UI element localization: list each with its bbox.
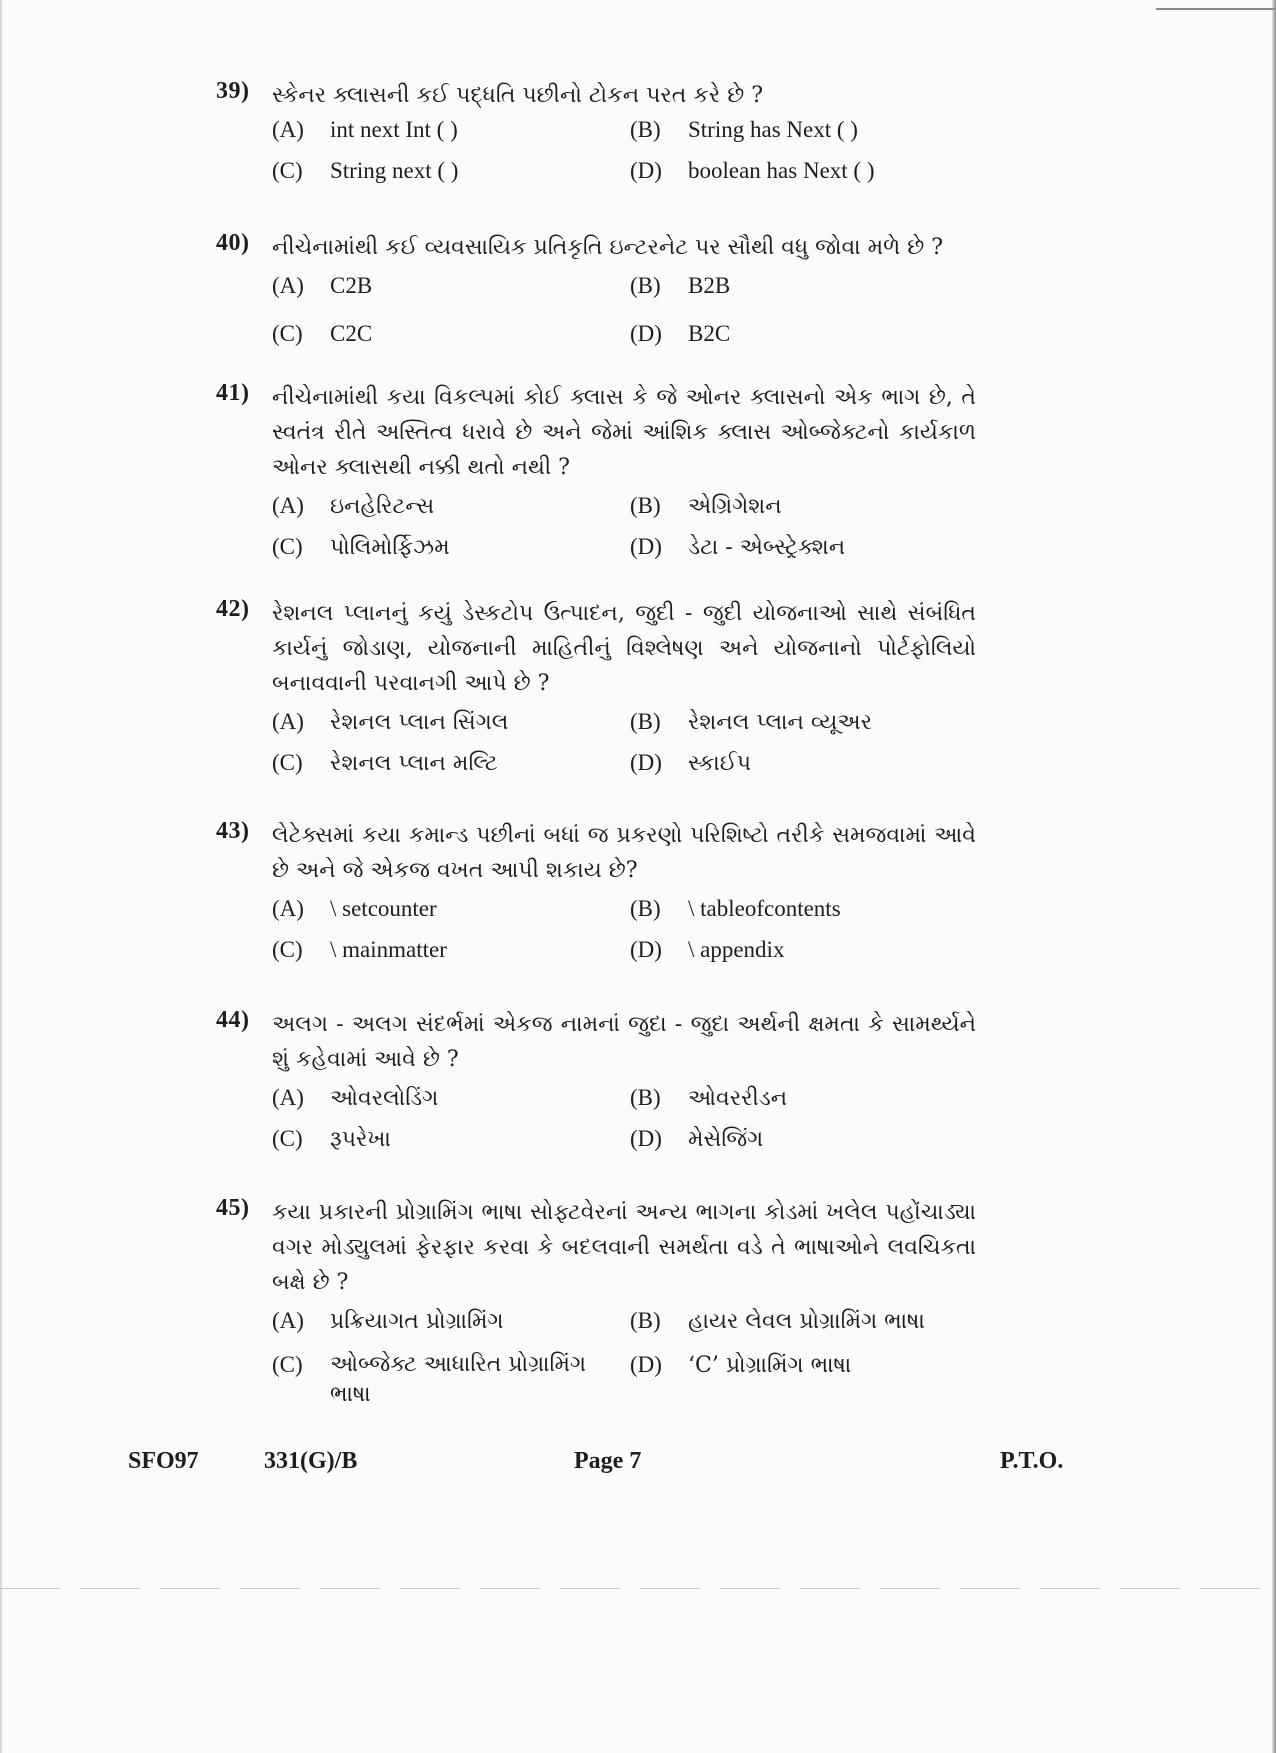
option-row xyxy=(272,115,976,156)
option-row xyxy=(272,894,976,935)
options xyxy=(272,115,976,197)
question-44 xyxy=(216,1007,976,1165)
top-rule xyxy=(1156,8,1276,10)
option-d: (D) ‘C’ પ્રોગ્રામિંગ ભાષા xyxy=(630,1352,852,1378)
option-row xyxy=(272,156,976,197)
option-c: (C) રેશનલ પ્લાન મલ્ટિ xyxy=(272,750,498,776)
option-row xyxy=(272,748,976,789)
option-row xyxy=(272,319,976,360)
footer-code: SFO97 xyxy=(128,1448,199,1474)
option-b: (B) ઓવરરીડન xyxy=(630,1085,788,1111)
option-d: (D) મેસેજિંગ xyxy=(630,1126,764,1152)
option-row xyxy=(272,1083,976,1124)
option-c: (C) String next ( ) xyxy=(272,158,459,183)
question-number: 39) xyxy=(216,78,250,104)
option-a: (A) \ setcounter xyxy=(272,896,437,921)
footer-pto: P.T.O. xyxy=(1000,1448,1064,1474)
options xyxy=(272,491,976,573)
option-b: (B) રેશનલ પ્લાન વ્યૂઅર xyxy=(630,709,872,735)
bottom-rule xyxy=(0,1588,1276,1589)
option-row xyxy=(272,532,976,573)
question-number: 42) xyxy=(216,596,250,622)
question-number: 45) xyxy=(216,1195,250,1221)
option-c: (C) \ mainmatter xyxy=(272,937,447,962)
options xyxy=(272,271,976,360)
question-40 xyxy=(216,230,976,360)
option-d: (D) boolean has Next ( ) xyxy=(630,158,875,183)
options xyxy=(272,1306,976,1422)
option-d: (D) ડેટા - એબ્સ્ટ્રેક્શન xyxy=(630,534,846,560)
question-text: સ્કેનર ક્લાસની કઈ પદ્ધતિ પછીનો ટોકન પરત કરે છે ? xyxy=(272,83,763,108)
option-b: (B) હાયર લેવલ પ્રોગ્રામિંગ ભાષા xyxy=(630,1308,925,1334)
page-edge-right xyxy=(1272,0,1276,1753)
question-number: 44) xyxy=(216,1007,250,1033)
option-row xyxy=(272,1306,976,1350)
option-c: (C) પોલિમોર્ફિઝમ xyxy=(272,534,450,560)
option-row xyxy=(272,1350,976,1422)
option-c: (C) રૂપરેખા xyxy=(272,1126,391,1152)
question-41 xyxy=(216,380,976,573)
options xyxy=(272,707,976,789)
question-text: અલગ - અલગ સંદર્ભમાં એકજ નામનાં જુદા - જુદા અર્થની ક્ષમતા કે સામર્થ્યને શું કહેવામાં આવે છે ? xyxy=(272,1012,976,1072)
footer-page-number: Page 7 xyxy=(574,1448,642,1474)
option-a: (A) પ્રક્રિયાગત પ્રોગ્રામિંગ xyxy=(272,1308,504,1334)
option-row xyxy=(272,271,976,319)
option-c: (C) ઓબ્જેક્ટ આધારિત પ્રોગ્રામિંગ ભાષા xyxy=(272,1352,587,1407)
options xyxy=(272,894,976,976)
question-number: 41) xyxy=(216,380,250,406)
options xyxy=(272,1083,976,1165)
page-edge-left xyxy=(0,0,2,1753)
option-a: (A) C2B xyxy=(272,273,373,298)
option-a: (A) રેશનલ પ્લાન સિંગલ xyxy=(272,709,509,735)
option-row xyxy=(272,935,976,976)
question-text: નીચેનામાંથી કયા વિકલ્પમાં કોઈ ક્લાસ કે જે ઓનર ક્લાસનો એક ભાગ છે, તે સ્વતંત્ર રીતે અસ્તિત્વ ધરાવે છે અને જેમાં આંશિક ક્લાસ ઓબ્જેક્ટનો કાર્યકાળ ઓનર ક્લાસથી નક્કી થતો નથી ? xyxy=(272,385,976,480)
question-number: 40) xyxy=(216,230,250,256)
question-39 xyxy=(216,78,976,197)
question-text: રેશનલ પ્લાનનું કયું ડેસ્કટોપ ઉત્પાદન, જુદી - જુદી યોજનાઓ સાથે સંબંધિત કાર્યનું જોડાણ, યોજનાની માહિતીનું વિશ્લેષણ અને યોજનાનો પોર્ટફોલિયો બનાવવાની પરવાનગી આપે છે ? xyxy=(272,601,976,696)
question-text: લેટેક્સમાં કયા કમાન્ડ પછીનાં બધાં જ પ્રકરણો પરિશિષ્ટો તરીકે સમજવામાં આવે છે અને જે એકજ વખત આપી શકાય છે? xyxy=(272,823,976,883)
question-45 xyxy=(216,1195,976,1422)
option-row xyxy=(272,707,976,748)
option-b: (B) B2B xyxy=(630,273,731,298)
option-b: (B) \ tableofcontents xyxy=(630,896,841,921)
question-number: 43) xyxy=(216,818,250,844)
option-row xyxy=(272,491,976,532)
option-a: (A) int next Int ( ) xyxy=(272,117,458,142)
option-row xyxy=(272,1124,976,1165)
option-a: (A) ઇનહેરિટન્સ xyxy=(272,493,435,519)
question-43 xyxy=(216,818,976,976)
footer-paper: 331(G)/B xyxy=(264,1448,358,1474)
option-c: (C) C2C xyxy=(272,321,373,346)
question-text: નીચેનામાંથી કઈ વ્યવસાયિક પ્રતિકૃતિ ઇન્ટરનેટ પર સૌથી વધુ જોવા મળે છે ? xyxy=(272,235,944,260)
option-b: (B) એગ્રિગેશન xyxy=(630,493,782,519)
option-b: (B) String has Next ( ) xyxy=(630,117,858,142)
option-a: (A) ઓવરલોડિંગ xyxy=(272,1085,439,1111)
question-42 xyxy=(216,596,976,789)
option-d: (D) \ appendix xyxy=(630,937,785,962)
option-d: (D) સ્કાઈપ xyxy=(630,750,752,776)
question-text: કયા પ્રકારની પ્રોગ્રામિંગ ભાષા સોફ્ટવેરનાં અન્ય ભાગના કોડમાં ખલેલ પહોંચાડ્યા વગર મોડ્યુલમાં ફેરફાર કરવા કે બદલવાની સમર્થતા વડે તે ભાષાઓને લવચિકતા બક્ષે છે ? xyxy=(272,1200,976,1295)
option-d: (D) B2C xyxy=(630,321,731,346)
